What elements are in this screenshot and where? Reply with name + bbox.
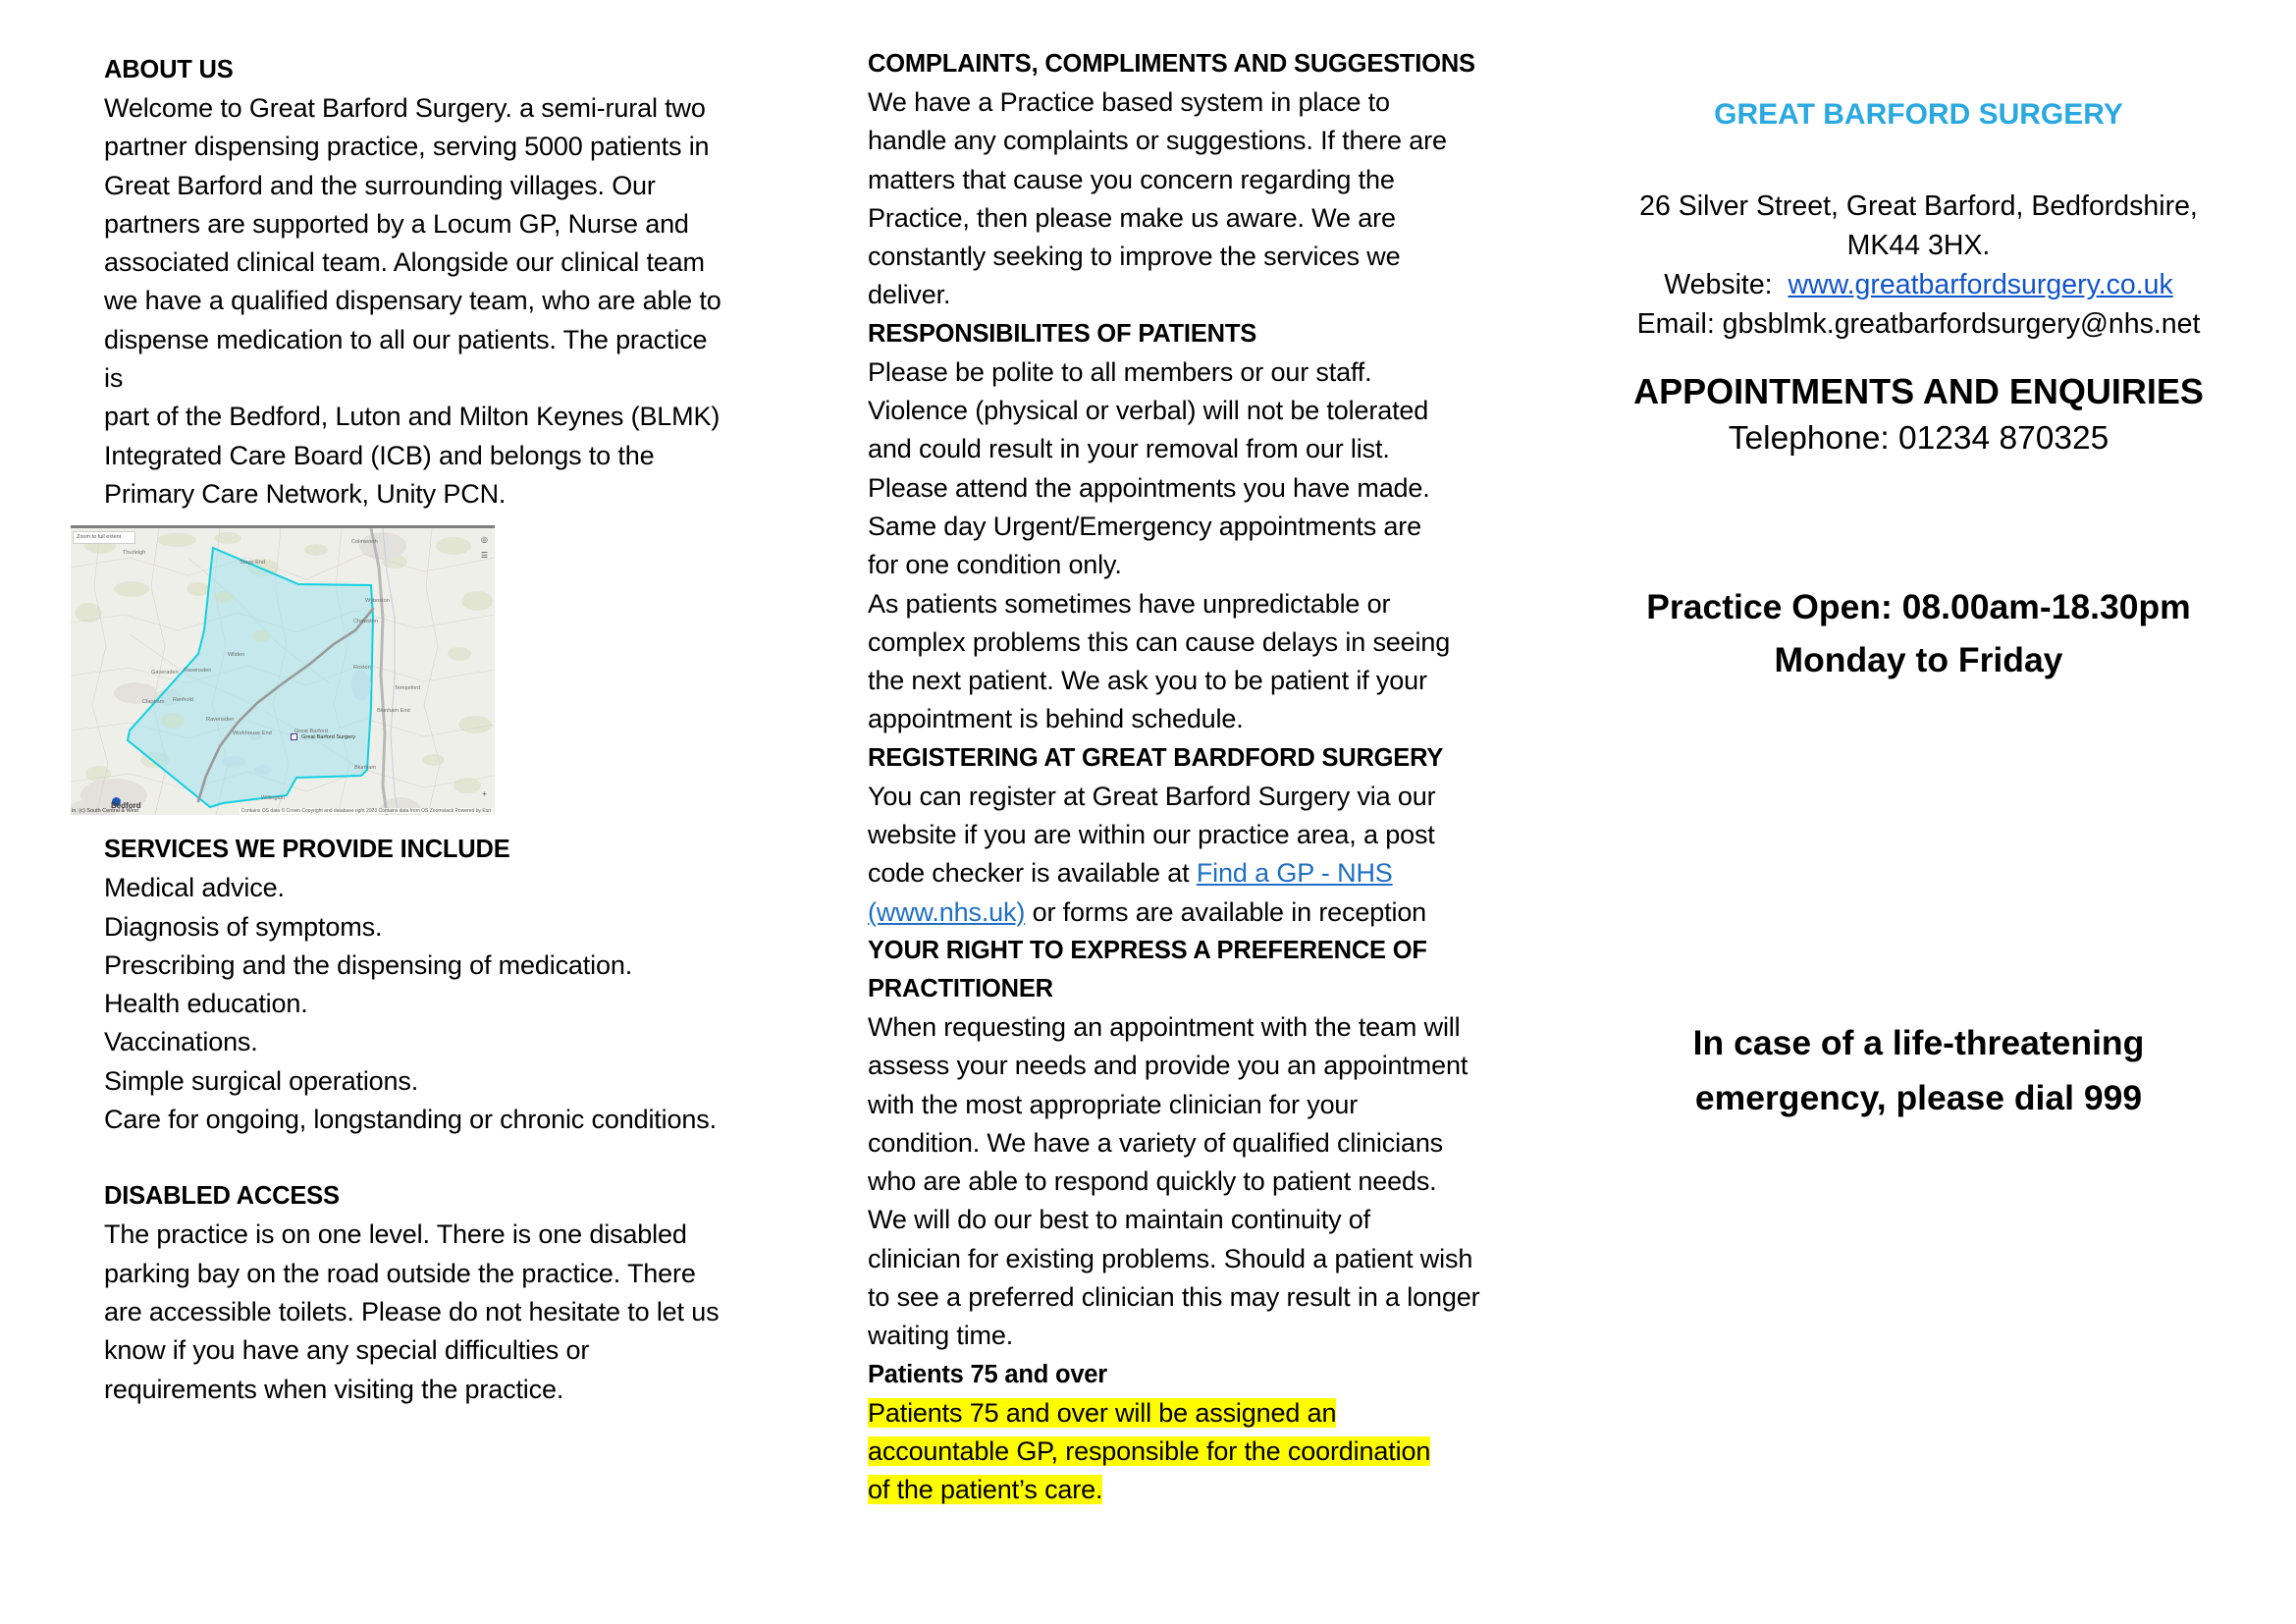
- patients-75-heading: Patients 75 and over: [868, 1360, 1108, 1388]
- preference-heading-line2: PRACTITIONER: [868, 974, 1053, 1002]
- practice-address: [1580, 187, 2257, 344]
- registering-line-suffix: or forms are available in reception: [1025, 896, 1427, 927]
- map-place-label: Gaveraden: [151, 670, 179, 677]
- about-line: we have a qualified dispensary team, who are able to: [104, 286, 721, 316]
- address-line-1: 26 Silver Street, Great Barford, Bedfordshire,: [1639, 190, 2198, 222]
- preference-line: who are able to respond quickly to patient needs.: [868, 1166, 1437, 1197]
- emergency-line-1: In case of a life-threatening: [1692, 1023, 2145, 1062]
- responsibilities-line: for one condition only.: [868, 550, 1122, 580]
- service-item: Care for ongoing, longstanding or chronic conditions.: [104, 1105, 717, 1135]
- registering-heading: REGISTERING AT GREAT BARDFORD SURGERY: [868, 743, 1444, 772]
- compass-icon[interactable]: ◎: [481, 535, 488, 545]
- about-line: dispense medication to all our patients. The practice is: [104, 324, 708, 394]
- surgery-pin-label: Great Barford Surgery: [301, 734, 356, 741]
- complaints-body: [868, 83, 1502, 315]
- left-column: [0, 0, 785, 1624]
- website-label: Website:: [1664, 269, 1773, 300]
- preference-line: condition. We have a variety of qualified clinicians: [868, 1127, 1444, 1158]
- responsibilities-line: complex problems this can cause delays in seeing: [868, 626, 1451, 657]
- patients-75-line: [868, 1433, 1502, 1471]
- surgery-location-pin[interactable]: [291, 733, 297, 740]
- patients-75-line: [868, 1394, 1502, 1433]
- right-column: [1551, 0, 2296, 1624]
- complaints-line: constantly seeking to improve the services we: [868, 242, 1401, 272]
- website-line: [1580, 265, 2257, 304]
- complaints-heading: COMPLAINTS, COMPLIMENTS AND SUGGESTIONS: [868, 50, 1475, 78]
- preference-line: We will do our best to maintain continuity of: [868, 1205, 1371, 1235]
- registering-line: You can register at Great Barford Surgery via our: [868, 781, 1436, 811]
- emergency-line-2: emergency, please dial 999: [1694, 1078, 2143, 1117]
- disabled-access-line: know if you have any special difficulties or: [104, 1335, 590, 1366]
- responsibilities-line: Same day Urgent/Emergency appointments are: [868, 511, 1421, 541]
- map-place-label: Wyboston: [365, 598, 390, 605]
- complaints-line: We have a Practice based system in place to: [868, 87, 1390, 117]
- about-line: partners are supported by a Locum GP, Nurse and: [104, 208, 689, 239]
- registering-line: [868, 893, 1502, 932]
- service-item: Prescribing and the dispensing of medication.: [104, 949, 633, 980]
- practice-opening-hours: [1580, 580, 2257, 686]
- about-line: part of the Bedford, Luton and Milton Keynes (BLMK): [104, 402, 721, 432]
- about-us-heading: ABOUT US: [104, 56, 234, 83]
- service-item: Diagnosis of symptoms.: [104, 911, 383, 942]
- complaints-line: Practice, then please make us aware. We are: [868, 202, 1396, 233]
- patients-75-body: [868, 1394, 1502, 1510]
- map-place-label: Blunham: [354, 765, 377, 772]
- responsibilities-heading: RESPONSIBILITES OF PATIENTS: [868, 319, 1257, 348]
- map-place-label: Great Barford: [294, 729, 328, 735]
- responsibilities-line: As patients sometimes have unpredictable or: [868, 588, 1391, 619]
- disabled-access-body: [104, 1216, 726, 1408]
- patients-75-text: Patients 75 and over will be assigned an: [868, 1397, 1337, 1428]
- preference-line: waiting time.: [868, 1321, 1014, 1351]
- responsibilities-line: and could result in your removal from our list.: [868, 434, 1390, 464]
- preference-line: assess your needs and provide you an appointment: [868, 1051, 1468, 1081]
- disabled-access-line: requirements when visiting the practice.: [104, 1374, 564, 1404]
- layers-icon[interactable]: ☰: [480, 551, 489, 561]
- nhs-uk-link[interactable]: (www.nhs.uk): [868, 896, 1026, 927]
- appointments-heading: APPOINTMENTS AND ENQUIRIES: [1633, 371, 2204, 411]
- opening-hours-line-2: Monday to Friday: [1774, 640, 2063, 679]
- preference-line: with the most appropriate clinician for your: [868, 1089, 1359, 1119]
- map-place-label: Ravensden: [184, 668, 212, 675]
- patients-75-text: of the patient’s care.: [868, 1475, 1103, 1505]
- preference-body: [868, 1008, 1502, 1356]
- preference-heading-line1: YOUR RIGHT TO EXPRESS A PREFERENCE OF: [868, 936, 1427, 964]
- telephone-line: Telephone: 01234 870325: [1728, 420, 2109, 457]
- map-place-label: Bedford: [111, 801, 141, 811]
- find-a-gp-link[interactable]: Find a GP - NHS: [1196, 858, 1393, 889]
- responsibilities-line: Violence (physical or verbal) will not be tolerated: [868, 396, 1429, 426]
- practice-name-title: GREAT BARFORD SURGERY: [1714, 98, 2123, 131]
- responsibilities-line: appointment is behind schedule.: [868, 704, 1244, 734]
- about-line: associated clinical team. Alongside our clinical team: [104, 247, 705, 278]
- disabled-access-line: are accessible toilets. Please do not hesitate to let us: [104, 1296, 720, 1326]
- about-line: Great Barford and the surrounding villages. Our: [104, 170, 656, 200]
- registering-line: website if you are within our practice area, a post: [868, 820, 1435, 850]
- about-line: Welcome to Great Barford Surgery. a semi-rural two: [104, 93, 706, 123]
- zoom-in-icon[interactable]: +: [482, 789, 487, 799]
- map-place-label: Thurleigh: [123, 550, 146, 557]
- map-place-label: Stage End: [240, 560, 266, 567]
- services-heading: SERVICES WE PROVIDE INCLUDE: [104, 836, 510, 864]
- map-place-label: Ravensden: [206, 717, 235, 724]
- disabled-access-line: The practice is on one level. There is one disabled: [104, 1219, 687, 1250]
- address-line-2: MK44 3HX.: [1846, 230, 1991, 261]
- patients-75-text: accountable GP, responsible for the coordination: [868, 1435, 1431, 1466]
- practice-website-link[interactable]: www.greatbarfordsurgery.co.uk: [1788, 269, 2173, 300]
- map-place-label: Chawston: [353, 619, 378, 625]
- about-line: partner dispensing practice, serving 5000 patients in: [104, 132, 710, 162]
- complaints-line: matters that cause you concern regarding the: [868, 164, 1395, 194]
- responsibilities-body: [868, 353, 1502, 739]
- map-place-label: Willington: [261, 795, 286, 802]
- map-place-label: Workhouse End: [233, 731, 272, 737]
- responsibilities-line: the next patient. We ask you to be patient if your: [868, 666, 1427, 696]
- registering-body: [868, 778, 1502, 932]
- preference-line: to see a preferred clinician this may result in a longer: [868, 1282, 1480, 1313]
- map-attribution-left: in. (c) South Central & West: [72, 808, 139, 815]
- about-line: Integrated Care Board (ICB) and belongs to the: [104, 440, 655, 470]
- disabled-access-heading: DISABLED ACCESS: [104, 1182, 340, 1211]
- preference-line: clinician for existing problems. Should a patient wish: [868, 1243, 1473, 1273]
- disabled-access-line: parking bay on the road outside the practice. There: [104, 1258, 696, 1288]
- map-canvas: [71, 528, 495, 815]
- complaints-line: handle any complaints or suggestions. If there are: [868, 126, 1447, 156]
- responsibilities-line: Please be polite to all members or our staff.: [868, 356, 1372, 387]
- services-list: [104, 869, 726, 1139]
- practice-area-map[interactable]: [71, 525, 495, 815]
- map-attribution: Contains OS data © Crown Copyright and database right 2023 Contains data from OS Zoomstack Powered by Esri: [240, 808, 491, 815]
- registering-line-prefix: code checker is available at: [868, 858, 1197, 889]
- email-line: Email: gbsblmk.greatbarfordsurgery@nhs.net: [1636, 308, 2201, 340]
- complaints-line: deliver.: [868, 280, 951, 310]
- map-place-label: Tempsford: [395, 685, 421, 692]
- map-place-label: Blunham End: [377, 708, 410, 715]
- service-item: Health education.: [104, 989, 308, 1019]
- registering-line: [868, 854, 1502, 893]
- service-item: Medical advice.: [104, 873, 285, 903]
- service-item: Simple surgical operations.: [104, 1065, 419, 1096]
- map-place-label: Clapham: [142, 699, 165, 706]
- middle-column: [785, 0, 1551, 1624]
- emergency-notice: [1580, 1015, 2257, 1125]
- map-full-view-button[interactable]: Zoom to full extent: [73, 531, 135, 544]
- map-place-label: Roxton: [353, 665, 371, 672]
- about-line: Primary Care Network, Unity PCN.: [104, 478, 507, 509]
- patients-75-line: [868, 1471, 1502, 1509]
- map-place-label: Renhold: [173, 697, 193, 704]
- map-place-label: Colmworth: [351, 539, 378, 546]
- opening-hours-line-1: Practice Open: 08.00am-18.30pm: [1646, 587, 2191, 626]
- service-item: Vaccinations.: [104, 1027, 258, 1057]
- map-place-label: Wilden: [228, 652, 245, 659]
- about-us-body: [104, 89, 726, 514]
- preference-line: When requesting an appointment with the team will: [868, 1011, 1461, 1042]
- responsibilities-line: Please attend the appointments you have made.: [868, 472, 1430, 503]
